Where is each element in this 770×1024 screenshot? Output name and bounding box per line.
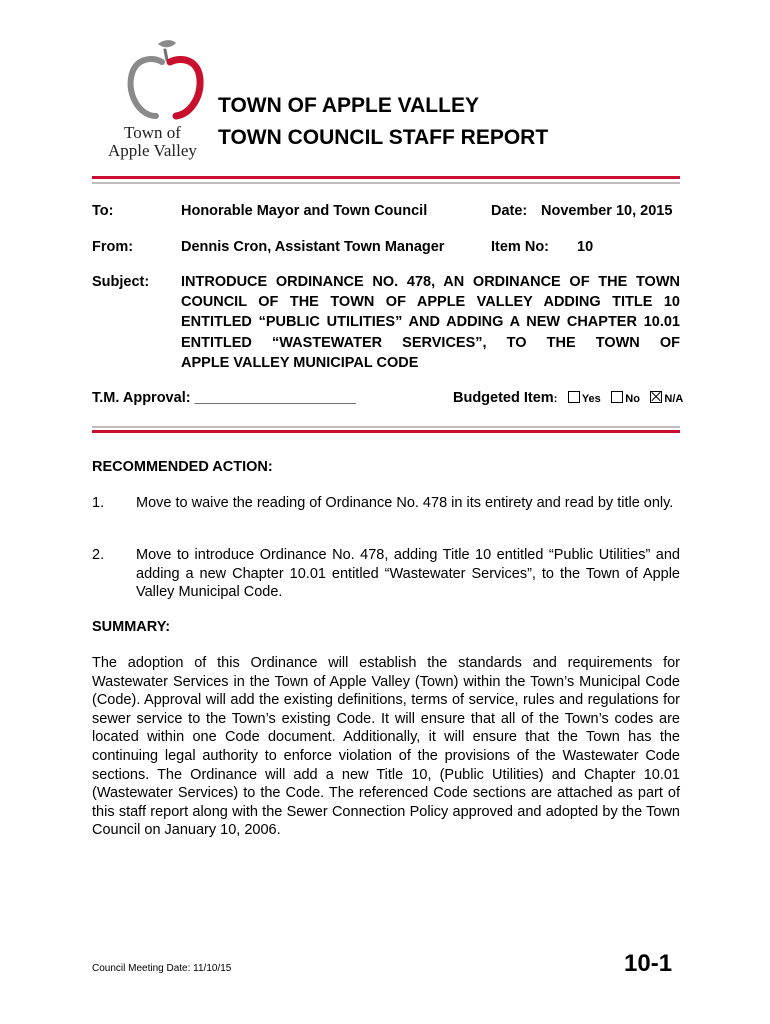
summary-heading: SUMMARY: [92, 619, 171, 635]
to-value: Honorable Mayor and Town Council [181, 203, 428, 219]
subject-text-last-line: APPLE VALLEY MUNICIPAL CODE [181, 354, 419, 371]
header-divider-red [92, 176, 680, 179]
date-value: November 10, 2015 [541, 203, 673, 219]
budgeted-no-checkbox[interactable] [611, 391, 623, 403]
tm-approval [92, 389, 356, 407]
logo-line-1: Town of [124, 123, 181, 142]
budgeted-yes-label: Yes [581, 393, 601, 405]
summary-text: The adoption of this Ordinance will establish the standards and requirements for Wastewater Services in the Town of Apple Valley (Town) within the Town’s Municipal Code (Code). Approval will add the existing definitions, terms of service, rules and regulations for sewer service to the Town’s existing Code. It will ensure that all of the Town’s codes are located within one Code document. Additionally, it will ensure that the Town has the continuing legal authority to enforce violation of the provisions of the Wastewater Code sections. The Ordinance will add a new Title 10, (Public Utilities) and Chapter 10.01 (Wastewater Services) to the Code. The referenced Code sections are attached as part of this staff report along with the Sewer Connection Policy approved and adopted by the Town Council on January 10, 2006. [92, 655, 680, 839]
budgeted-item-label: Budgeted Item [453, 390, 554, 406]
budgeted-no-label: No [625, 393, 640, 405]
budgeted-item-colon: : [553, 393, 558, 405]
report-title-type: TOWN COUNCIL STAFF REPORT [218, 126, 549, 149]
from-label: From: [92, 239, 134, 255]
subject-text [181, 272, 680, 373]
action-item-2-number: 2. [92, 547, 105, 563]
tm-approval-signature-line: ____________________ [194, 390, 356, 406]
subject-label: Subject: [92, 274, 150, 290]
tm-approval-label: T.M. Approval: [92, 390, 191, 406]
action-item-1-text: Move to waive the reading of Ordinance No. 478 in its entirety and read by title only. [136, 495, 674, 511]
page-number: 10-1 [624, 950, 673, 977]
subject-text-main: INTRODUCE ORDINANCE NO. 478, AN ORDINANCE OF THE TOWN COUNCIL OF THE TOWN OF APPLE VALLEY ADDING TITLE 10 ENTITLED “PUBLIC UTILITIES” AND ADDING A NEW CHAPTER 10.01 ENTITLED “WASTEWATER SERVICES”, TO THE TOWN OF [181, 274, 680, 351]
report-title-town: TOWN OF APPLE VALLEY [218, 94, 479, 117]
to-label: To: [92, 203, 114, 219]
memo-divider-gray [92, 426, 680, 428]
item-number-value: 10 [577, 239, 594, 255]
town-logo [108, 38, 218, 163]
recommended-action-heading: RECOMMENDED ACTION: [92, 459, 273, 475]
header-divider-gray [92, 182, 680, 184]
budgeted-na-checkbox[interactable] [650, 391, 662, 403]
action-item-2-text: Move to introduce Ordinance No. 478, adding Title 10 entitled “Public Utilities” and adding a new Chapter 10.01 entitled “Wastewater Services”, to the Town of Apple Valley Municipal Code. [136, 547, 680, 601]
item-number-label: Item No: [491, 239, 549, 255]
memo-divider-red [92, 430, 680, 433]
apple-icon [122, 38, 206, 120]
logo-line-2: Apple Valley [108, 141, 197, 160]
action-item-1-number: 1. [92, 495, 105, 511]
budgeted-na-label: N/A [664, 393, 684, 405]
date-label: Date: [491, 203, 528, 219]
council-meeting-date: Council Meeting Date: 11/10/15 [92, 963, 232, 974]
budgeted-yes-checkbox[interactable] [568, 391, 580, 403]
from-value: Dennis Cron, Assistant Town Manager [181, 239, 445, 255]
budgeted-item [453, 389, 683, 407]
